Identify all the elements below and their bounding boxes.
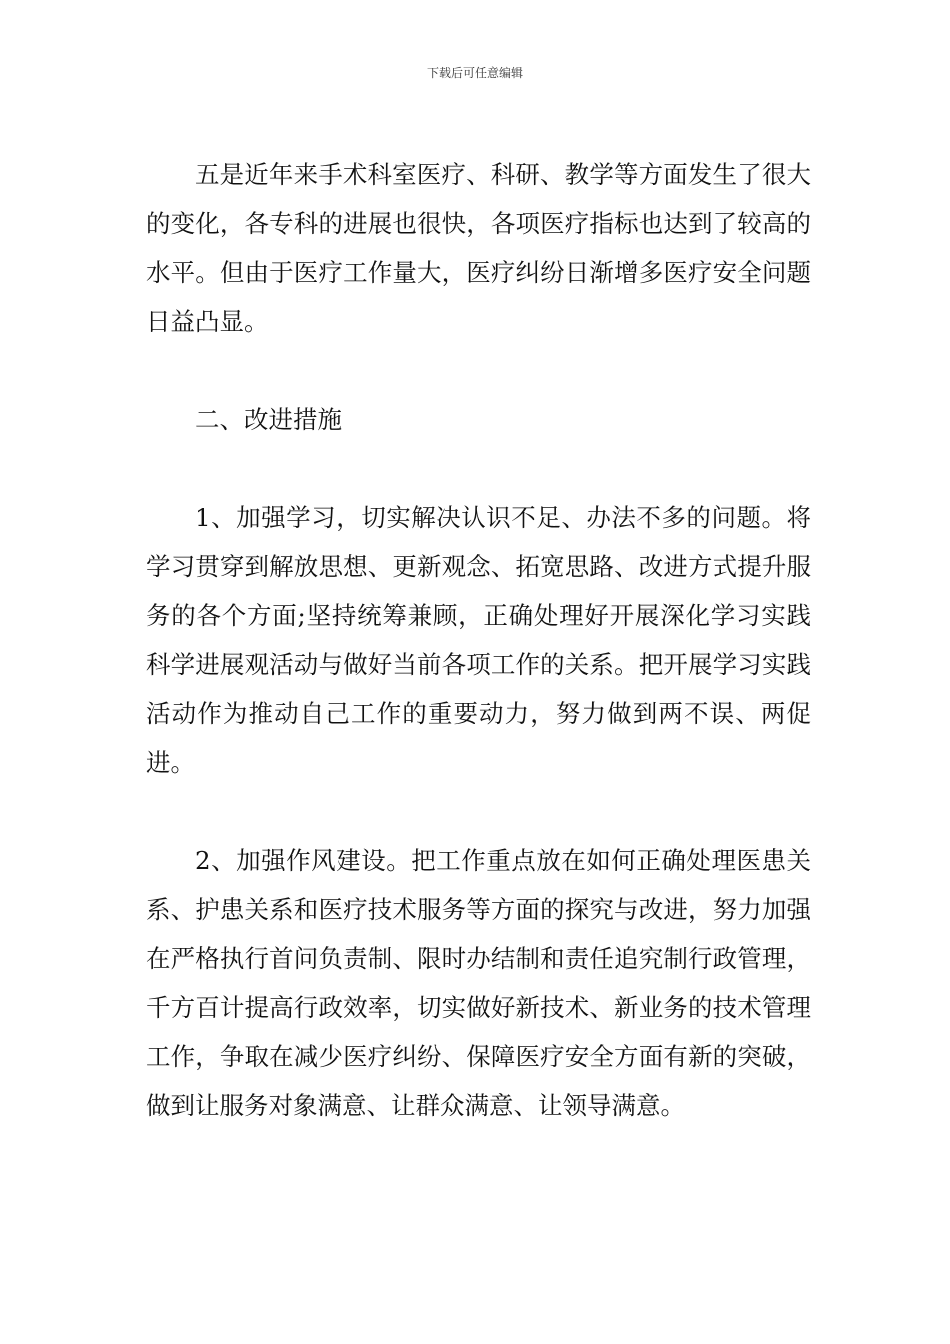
paragraph-gap [146,346,811,395]
paragraph-2: 1、加强学习，切实解决认识不足、办法不多的问题。将学习贯穿到解放思想、更新观念、拓宽思路、改进方式提升服务的各个方面;坚持统筹兼顾，正确处理好开展深化学习实践科学进展观活动与做好当前各项工作的关系。把开展学习实践活动作为推动自己工作的重要动力，努力做到两不误、两促进。 [146,503,811,777]
paragraph-1: 五是近年来手术科室医疗、科研、教学等方面发生了很大的变化，各专科的进展也很快，各项医疗指标也达到了较高的水平。但由于医疗工作量大，医疗纠纷日渐增多医疗安全问题日益凸显。 [146,160,811,336]
paragraph-gap [146,787,811,836]
paragraph-3: 2、加强作风建设。把工作重点放在如何正确处理医患关系、护患关系和医疗技术服务等方面的探究与改进，努力加强在严格执行首问负责制、限时办结制和责任追究制行政管理，千方百计提高行政效率，切实做好新技术、新业务的技术管理工作，争取在减少医疗纠纷、保障医疗安全方面有新的突破，做到让服务对象满意、让群众满意、让领导满意。 [146,846,811,1120]
paragraph-gap [146,444,811,493]
section-heading: 二、改进措施 [195,405,342,434]
document-body [146,150,811,1130]
page-header: 下载后可任意编辑 [426,66,523,80]
